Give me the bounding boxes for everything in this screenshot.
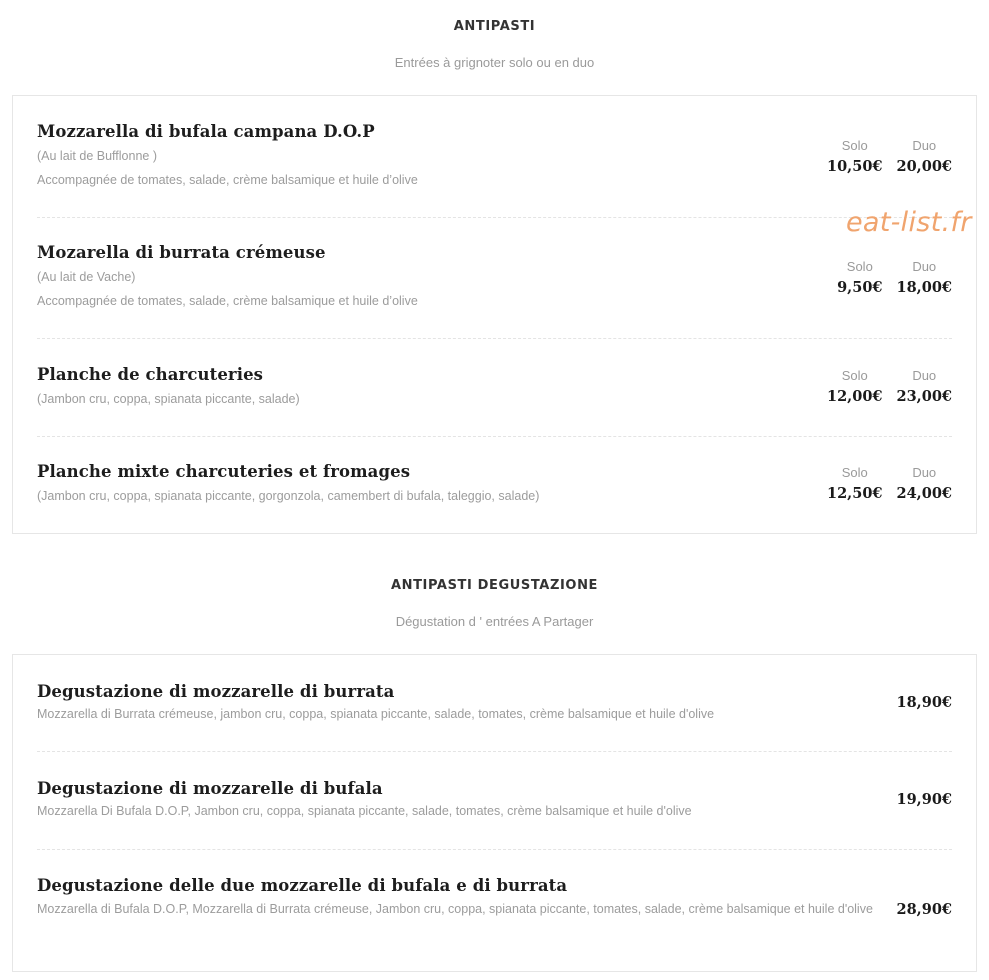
solo-price: 10,50€ <box>827 158 883 175</box>
item-name: Degustazione delle due mozzarelle di bufala e di burrata <box>37 876 568 895</box>
solo-label: Solo <box>841 465 868 480</box>
item-price: 18,90€ <box>896 694 952 711</box>
solo-price: 9,50€ <box>837 279 883 296</box>
duo-price-col <box>897 368 953 405</box>
item-divider <box>37 849 952 850</box>
item-prices <box>827 368 952 405</box>
section-subtitle: Entrées à grignoter solo ou en duo <box>394 55 595 70</box>
item-price: 19,90€ <box>896 791 952 808</box>
item-name: Mozarella di burrata crémeuse <box>37 243 326 262</box>
section-subtitle: Dégustation d ' entrées A Partager <box>395 614 594 629</box>
solo-price-col <box>827 138 883 175</box>
menu-card-degustazione <box>12 654 977 972</box>
solo-label: Solo <box>841 368 868 383</box>
menu-item[interactable] <box>37 243 952 310</box>
solo-price-col <box>837 259 882 296</box>
solo-price: 12,50€ <box>827 485 883 502</box>
section-title: ANTIPASTI <box>453 19 536 34</box>
item-note: (Jambon cru, coppa, spianata piccante, gorgonzola, camembert di bufala, taleggio, salade) <box>37 489 540 503</box>
item-description: Mozzarella di Bufala D.O.P, Mozzarella di Burrata crémeuse, Jambon cru, coppa, spianata piccante, tomates, salade, crème balsamique et huile d'olive <box>37 902 873 916</box>
menu-item[interactable] <box>37 462 952 505</box>
item-name: Degustazione di mozzarelle di bufala <box>37 779 383 798</box>
item-description: Accompagnée de tomates, salade, crème balsamique et huile d’olive <box>37 294 418 308</box>
item-note: (Au lait de Bufflonne ) <box>37 149 157 163</box>
duo-price: 18,00€ <box>896 279 952 296</box>
duo-price-col <box>897 465 953 502</box>
duo-price: 24,00€ <box>896 485 952 502</box>
item-description: Mozzarella Di Bufala D.O.P, Jambon cru, coppa, spianata piccante, salade, tomates, crème balsamique et huile d'olive <box>37 804 692 818</box>
item-prices <box>827 138 952 175</box>
item-divider <box>37 436 952 437</box>
item-divider <box>37 217 952 218</box>
item-description: Accompagnée de tomates, salade, crème balsamique et huile d’olive <box>37 173 418 187</box>
solo-label: Solo <box>846 259 873 274</box>
duo-label: Duo <box>912 465 937 480</box>
solo-price: 12,00€ <box>827 388 883 405</box>
item-price: 28,90€ <box>896 901 952 918</box>
solo-price-col <box>827 465 883 502</box>
menu-item[interactable] <box>37 876 952 921</box>
section-header-degustazione <box>0 578 989 629</box>
item-name: Planche de charcuteries <box>37 365 264 384</box>
item-prices <box>827 465 952 502</box>
solo-label: Solo <box>841 138 868 153</box>
duo-label: Duo <box>912 368 937 383</box>
watermark-logo: eat-list.fr <box>846 207 972 238</box>
solo-price-col <box>827 368 883 405</box>
item-name: Planche mixte charcuteries et fromages <box>37 462 411 481</box>
duo-label: Duo <box>912 259 937 274</box>
menu-item[interactable] <box>37 365 952 408</box>
item-divider <box>37 338 952 339</box>
item-divider <box>37 751 952 752</box>
menu-card-antipasti <box>12 95 977 534</box>
item-note: (Jambon cru, coppa, spianata piccante, salade) <box>37 392 300 406</box>
item-name: Degustazione di mozzarelle di burrata <box>37 682 395 701</box>
item-description: Mozzarella di Burrata crémeuse, jambon cru, coppa, spianata piccante, salade, tomates, crème balsamique et huile d'olive <box>37 707 715 721</box>
section-header-antipasti <box>0 19 989 70</box>
item-prices <box>837 259 952 296</box>
menu-item[interactable] <box>37 682 952 723</box>
menu-item[interactable] <box>37 122 952 189</box>
duo-label: Duo <box>912 138 937 153</box>
item-name: Mozzarella di bufala campana D.O.P <box>37 122 375 141</box>
duo-price: 20,00€ <box>896 158 952 175</box>
menu-item[interactable] <box>37 779 952 820</box>
item-note: (Au lait de Vache) <box>37 270 136 284</box>
duo-price-col <box>897 259 953 296</box>
duo-price: 23,00€ <box>896 388 952 405</box>
section-title: ANTIPASTI DEGUSTAZIONE <box>390 578 599 593</box>
duo-price-col <box>897 138 953 175</box>
